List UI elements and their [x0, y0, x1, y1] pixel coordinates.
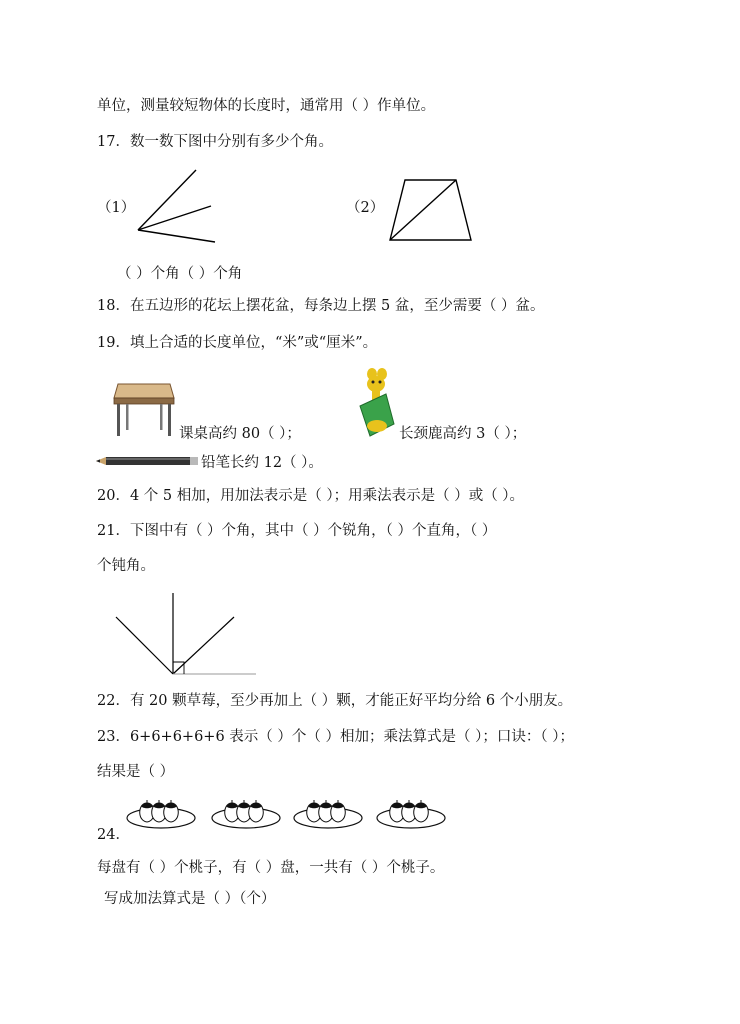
q18-text: 18．在五边形的花坛上摆花盆，每条边上摆 5 盆，至少需要（ ）盆。 — [97, 298, 545, 314]
q24-number: 24． — [97, 827, 130, 843]
q19-desk-text: 课桌高约 80（ ）； — [179, 426, 301, 442]
q19-giraffe-text: 长颈鹿高约 3（ ）； — [399, 426, 527, 442]
q20-text: 20．4 个 5 相加，用加法表示是（ ）；用乘法表示是（ ）或（ ）。 — [97, 488, 525, 504]
q23-text-line2: 结果是（ ） — [97, 764, 175, 780]
q24-text-line1: 每盘有（ ）个桃子，有（ ）盘，一共有（ ）个桃子。 — [97, 860, 445, 876]
q19-text: 19．填上合适的长度单位，“米”或“厘米”。 — [97, 335, 378, 351]
q21-text-line1: 21．下图中有（ ）个角，其中（ ）个锐角，（ ）个直角，（ ） — [97, 523, 497, 539]
q24-text-line2: 写成加法算式是（ ）（个） — [104, 891, 276, 907]
q17-label-1: （1） — [97, 200, 136, 216]
q21-text-line2: 个钝角。 — [97, 558, 155, 574]
q16-continuation: 单位，测量较短物体的长度时，通常用（ ）作单位。 — [97, 98, 436, 114]
peach-plate-2 — [212, 800, 280, 828]
peach-plate-3 — [294, 800, 362, 828]
peach-plate-1 — [127, 800, 195, 828]
q17-text: 17．数一数下图中分别有多少个角。 — [97, 134, 333, 150]
q19-pencil-text: 铅笔长约 12（ ）。 — [201, 455, 323, 471]
q23-text-line1: 23．6+6+6+6+6 表示（ ）个（ ）相加；乘法算式是（ ）；口诀：（ ）； — [97, 729, 574, 745]
q22-text: 22．有 20 颗草莓，至少再加上（ ）颗，才能正好平均分给 6 个小朋友。 — [97, 693, 573, 709]
q17-answer: （ ）个角（ ）个角 — [117, 266, 243, 282]
peach-plate-4 — [377, 800, 445, 828]
q17-label-2: （2） — [346, 200, 385, 216]
